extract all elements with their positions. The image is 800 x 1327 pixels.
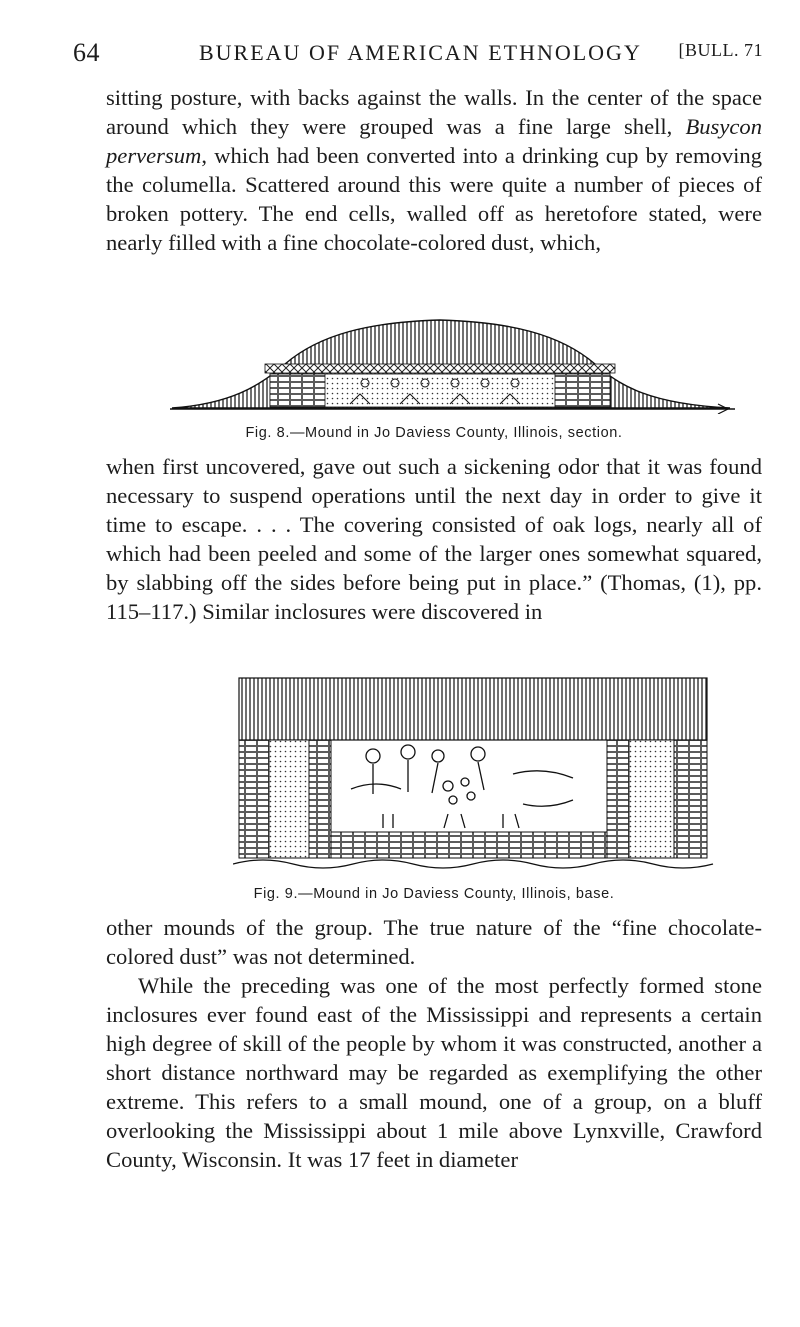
end-cell-right [629,740,674,858]
wall-right-inner [607,740,629,858]
logs-top-row [239,678,707,740]
wall-bottom [331,832,607,858]
paragraph-4: While the preceding was one of the most perfectly formed stone inclosures ever found east of the Mississippi and represents a certain high degree of skill of the people by whom it was constructed, another a short distance northward may be regarded as exemplifying the other extreme. This refers to a small mound, one of a group, on a bluff overlooking the Mississippi about 1 mile above Lynxville, Crawford County, Wisconsin. It was 17 feet in diameter [106,973,762,1172]
running-header [73,38,763,68]
paragraph-3: other mounds of the group. The true nature of the “fine chocolate-colored dust” was not determined. [106,915,762,969]
end-cell-left [269,740,309,858]
wall-left-inner [309,740,331,858]
species-name: Busycon perversum [106,114,762,168]
paragraph-1-text-b: , which had been converted into a drinking cup by removing the columella. Scattered around this were quite a number of pieces of broken pottery. The end cells, walled off as heretofore stated, were nearly filled with a fine chocolate-colored dust, which, [106,143,762,255]
figure-8-mound-section [170,316,735,414]
running-title: BUREAU OF AMERICAN ETHNOLOGY [199,40,642,65]
ground-edge [233,860,713,868]
skeletons-group [351,745,573,828]
figure-8-caption: Fig. 8.—Mound in Jo Daviess County, Illinois, section. [245,425,623,441]
paragraph-2: when first uncovered, gave out such a sickening odor that it was found necessary to suspend operations until the next day in order to give it time to escape. . . . The covering consisted of oak logs, nearly all of which had been peeled and some of the larger ones somewhat squared, by slabbing off the sides before being put in place.” (Thomas, (1), pp. 115–117.) Similar inclosures were discovered in [106,454,762,624]
end-cell-left [270,374,325,407]
log-covering [265,364,615,373]
wall-left-outer [239,740,269,858]
figure-9-mound-base [233,674,715,874]
page-number: 64 [73,38,100,67]
end-cell-right [555,374,610,407]
bulletin-number: [BULL. 71 [678,40,763,60]
paragraph-1-text-a: sitting posture, with backs against the walls. In the center of the space around which they were grouped was a fine large shell, [106,85,762,139]
wall-right-outer [674,740,707,858]
figure-9-caption: Fig. 9.—Mound in Jo Daviess County, Illinois, base. [253,886,615,902]
paragraph-1 [106,83,762,257]
